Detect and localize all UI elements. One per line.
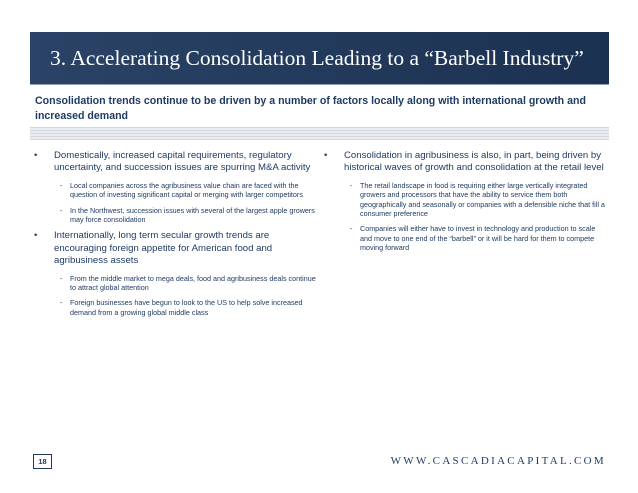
dash-glyph: - [60, 298, 63, 308]
page-number: 18 [33, 454, 52, 469]
dash-glyph: - [60, 205, 63, 215]
sub-bullet-text: In the Northwest, succession issues with several of the largest apple growers may force consolidation [70, 205, 315, 225]
title-underline [30, 84, 609, 85]
bullet-text: Internationally, long term secular growth trends are encouraging foreign appetite for American food and agribusiness assets [54, 230, 273, 267]
left-column [30, 150, 320, 323]
dash-glyph: - [60, 180, 63, 190]
sub-bullet-text: From the middle market to mega deals, food and agribusiness deals continue to attract global attention [70, 273, 316, 293]
bullet-item [30, 150, 320, 175]
dash-glyph: - [350, 180, 353, 190]
sub-bullet-item [320, 224, 610, 252]
slide-title: 3. Accelerating Consolidation Leading to a “Barbell Industry” [30, 32, 609, 84]
dash-glyph: - [350, 224, 353, 234]
bullet-text: Consolidation in agribusiness is also, in part, being driven by historical waves of growth and consolidation at the retail level [344, 150, 604, 174]
right-column [320, 150, 610, 259]
sub-bullet-text: The retail landscape in food is requiring either large vertically integrated growers and processors that have the ability to service them both geographically and seasonally or companies with a defensible niche that fill a consumer preference [360, 180, 605, 219]
slide-subheading: Consolidation trends continue to be driven by a number of factors locally along with international growth and increased demand [35, 95, 586, 122]
bullet-glyph: • [34, 230, 38, 242]
sub-bullet-text: Local companies across the agribusiness value chain are faced with the question of investing significant capital or merging with larger competitors [70, 180, 303, 200]
sub-bullet-item [30, 206, 320, 225]
sub-bullet-item [320, 181, 610, 219]
dash-glyph: - [60, 273, 63, 283]
bullet-item [30, 230, 320, 267]
bullet-text: Domestically, increased capital requirements, regulatory uncertainty, and succession issues are spurring M&A activity [54, 150, 311, 174]
bullet-glyph: • [34, 150, 38, 161]
sub-bullet-item [30, 298, 320, 317]
sub-bullet-text: Foreign businesses have begun to look to the US to help solve increased demand from a growing global middle class [70, 298, 303, 317]
sub-bullet-text: Companies will either have to invest in technology and production to scale and move to one end of the “barbell” or it will be hard for them to compete moving forward [360, 224, 596, 253]
bullet-glyph: • [324, 150, 328, 161]
divider-stripe [30, 127, 609, 140]
sub-bullet-item [30, 274, 320, 293]
sub-bullet-item [30, 181, 320, 200]
bullet-item [320, 150, 610, 175]
website-url: WWW.CASCADIACAPITAL.COM [390, 455, 606, 467]
